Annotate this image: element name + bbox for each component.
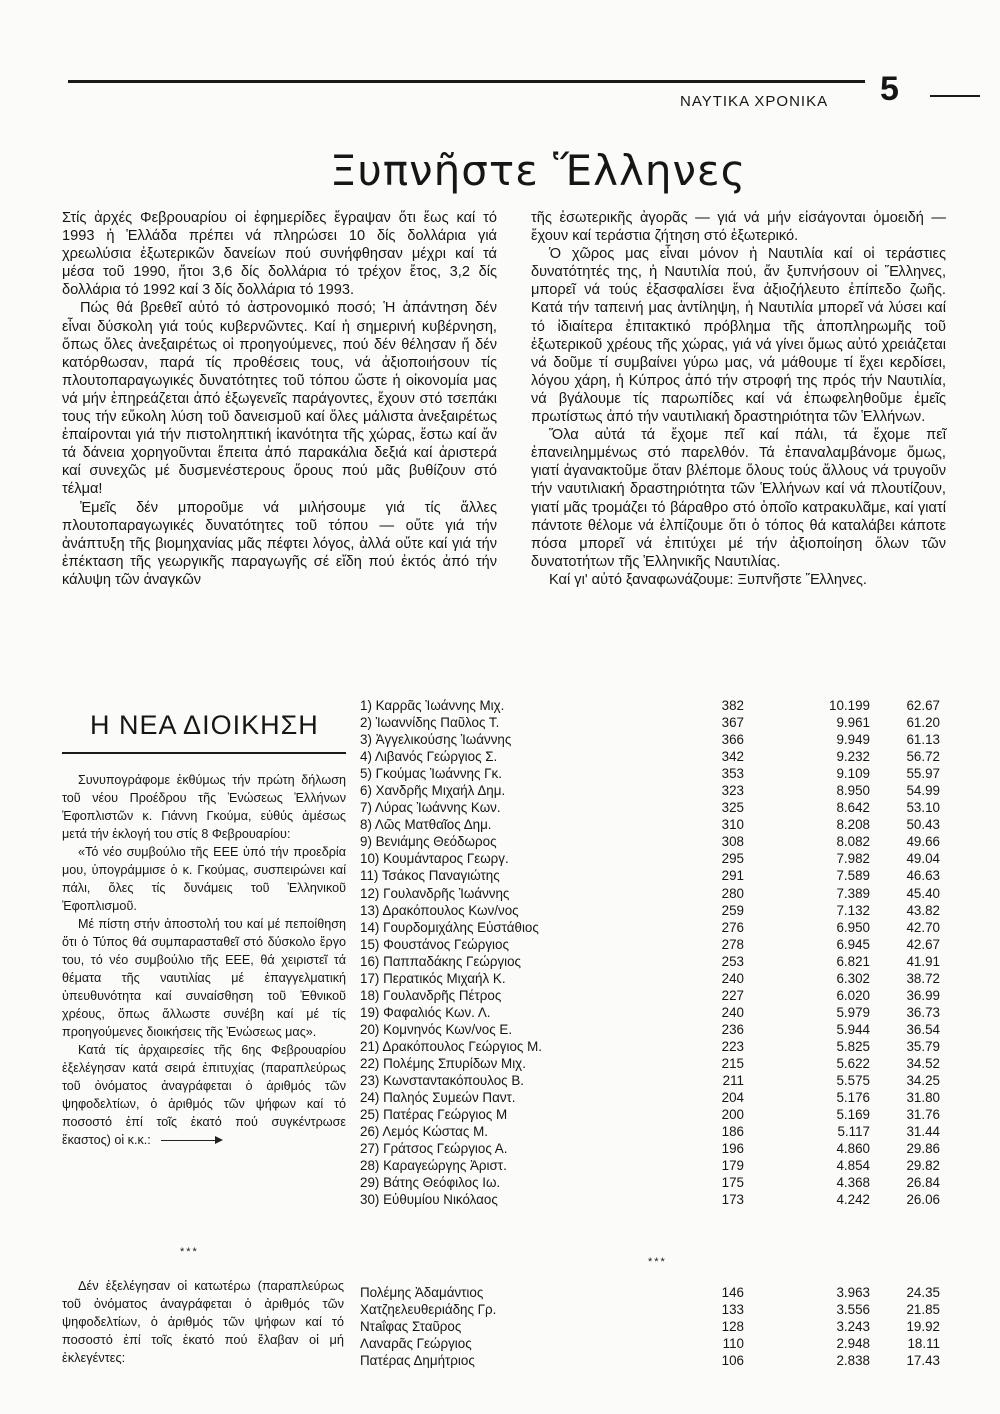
not-elected-row: [360, 1335, 950, 1352]
elected-row: [360, 970, 950, 987]
vote-count: 5.622: [836, 1055, 870, 1071]
ballot-count: 186: [721, 1124, 744, 1140]
elected-row: [360, 1123, 950, 1140]
vote-count: 5.169: [836, 1107, 870, 1123]
ballot-count: 308: [721, 834, 744, 850]
vote-percentage: 45.40: [906, 885, 940, 901]
ballot-count: 291: [721, 868, 744, 884]
ballot-count: 200: [721, 1107, 744, 1123]
ballot-count: 215: [721, 1055, 744, 1071]
vote-count: 6.945: [836, 936, 870, 952]
ballot-count: 227: [721, 987, 744, 1003]
ballot-count: 236: [721, 1021, 744, 1037]
vote-percentage: 36.54: [906, 1021, 940, 1037]
vote-percentage: 31.80: [906, 1090, 940, 1106]
elected-row: [360, 799, 950, 816]
vote-percentage: 29.86: [906, 1141, 940, 1157]
vote-count: 4.368: [836, 1175, 870, 1191]
elected-row: [360, 816, 950, 833]
vote-count: 5.825: [836, 1038, 870, 1054]
elected-row: [360, 748, 950, 765]
vote-percentage: 18.11: [907, 1336, 940, 1352]
candidate-name: 30) Εὐθυμίου Νικόλαος: [360, 1192, 498, 1208]
vote-count: 2.948: [836, 1336, 870, 1352]
ballot-count: 367: [721, 715, 744, 731]
vote-percentage: 56.72: [906, 749, 940, 765]
vote-percentage: 61.20: [906, 715, 940, 731]
vote-percentage: 31.44: [906, 1124, 940, 1140]
article-paragraph: τῆς ἐσωτερικῆς ἀγορᾶς — γιά νά μήν εἰσάγονται ὁμοειδή — ἔχουν καί τεράστια ζήτηση στό ἐξωτερικό.: [531, 210, 946, 245]
vote-count: 6.950: [836, 919, 870, 935]
vote-percentage: 26.06: [906, 1192, 940, 1208]
section-paragraph: Συνυπογράφομε ἐκθύμως τήν πρώτη δήλωση τοῦ νέου Προέδρου τῆς Ἑνώσεως Ἑλλήνων Ἐφοπλιστῶν κ. Γιάννη Γκούμα, εὐθύς ἀμέσως μετά τήν ἐκλογή του στίς 8 Φεβρουαρίου:: [62, 773, 346, 841]
separator-stars: ***: [180, 1246, 199, 1258]
ballot-count: 366: [721, 732, 744, 748]
candidate-name: 7) Λύρας Ἰωάννης Κων.: [360, 800, 501, 816]
ballot-count: 276: [721, 919, 744, 935]
ballot-count: 280: [721, 885, 744, 901]
ballot-count: 128: [721, 1319, 744, 1335]
candidate-name: 13) Δρακόπουλος Κων/νος: [360, 902, 519, 918]
vote-count: 7.132: [836, 902, 870, 918]
vote-count: 7.389: [836, 885, 870, 901]
vote-percentage: 19.92: [906, 1319, 940, 1335]
elected-row: [360, 731, 950, 748]
candidate-name: 24) Παληός Συμεών Παντ.: [360, 1090, 516, 1106]
candidate-name: 3) Ἀγγελικούσης Ἰωάννης: [360, 732, 512, 748]
vote-percentage: 61.13: [906, 732, 940, 748]
candidate-name: 16) Παππαδάκης Γεώργιος: [360, 953, 522, 969]
vote-count: 3.963: [836, 1285, 870, 1300]
elected-row: [360, 1055, 950, 1072]
candidate-name: 14) Γουρδομιχάλης Εὐστάθιος: [360, 919, 539, 935]
candidate-name: 8) Λῶς Ματθαῖος Δημ.: [360, 817, 492, 833]
elected-row: [360, 765, 950, 782]
vote-percentage: 34.25: [906, 1073, 940, 1089]
not-elected-table: [360, 1284, 950, 1369]
ballot-count: 133: [721, 1302, 744, 1318]
vote-count: 7.982: [836, 851, 870, 867]
elected-row: [360, 936, 950, 953]
vote-percentage: 46.63: [906, 868, 940, 884]
elected-row: [360, 1191, 950, 1208]
vote-percentage: 24.35: [906, 1285, 940, 1300]
vote-percentage: 34.52: [906, 1055, 940, 1071]
vote-count: 3.556: [836, 1302, 870, 1318]
section-paragraph: Μέ πίστη στήν ἀποστολή του καί μέ πεποίθηση ὅτι ὁ Τύπος θά συμπαρασταθεῖ στό δύσκολο ἔργο του, τό νέο συμβούλιο τῆς ΕΕΕ, θά χειριστεῖ τά θέματα τῆς ναυτιλίας μέ ἐπαγγελματική ὑπευθυνότητα καί συναίσθηση τοῦ Ἐθνικοῦ χρέους, ὅπως ἄλλωστε συνέβη καί μέ τίς προηγούμενες διοικήσεις τῆς Ἑνώσεως μας».: [62, 917, 346, 1039]
elected-row: [360, 885, 950, 902]
vote-count: 6.302: [836, 970, 870, 986]
elected-row: [360, 1157, 950, 1174]
vote-count: 9.232: [836, 749, 870, 765]
vote-count: 4.860: [836, 1141, 870, 1157]
vote-count: 3.243: [836, 1319, 870, 1335]
candidate-name: Πολέμης Ἀδαμάντιος: [360, 1285, 484, 1300]
candidate-name: 19) Φαφαλιός Κων. Λ.: [360, 1004, 491, 1020]
elected-row: [360, 1174, 950, 1191]
vote-count: 2.838: [836, 1353, 870, 1369]
vote-percentage: 36.73: [906, 1004, 940, 1020]
ballot-count: 240: [721, 1004, 744, 1020]
vote-count: 5.944: [836, 1021, 870, 1037]
vote-percentage: 29.82: [906, 1158, 940, 1174]
article-right-column: [531, 209, 946, 589]
ballot-count: 110: [722, 1336, 744, 1352]
ballot-count: 106: [721, 1353, 744, 1369]
ballot-count: 310: [721, 817, 744, 833]
article-paragraph: Ἐμεῖς δέν μποροῦμε νά μιλήσουμε γιά τίς ἄλλες πλουτοπαραγωγικές δυνατότητες τοῦ τόπου — οὔτε γιά τήν ἀνάπτυξη τῆς βιομηχανίας μᾶς πέφτει λόγος, ἀλλά οὔτε καί γιά τήν ἐπέκταση τῆς γεωργικῆς παραγωγῆς σέ εἴδη πού ἐκτός ἀπό τήν κάλυψη τῶν ἀναγκῶν: [62, 499, 497, 588]
vote-percentage: 21.85: [906, 1302, 940, 1318]
article-paragraph: Πώς θά βρεθεῖ αὐτό τό ἀστρονομικό ποσό; Ἡ ἀπάντηση δέν εἶναι δύσκολη γιά τούς κυβερνῶντες. Καί ἡ σημερινή κυβέρνηση, ὅπως ὅλες ἀνεξαιρέτως οἱ προηγούμενες, πού δέν θέλησαν ἤ δέν κατόρθωσαν, παρά τίς προθέσεις τους, νά ἀξιοποιήσουν τίς πλουτοπαραγωγικές δυνατότητες τοῦ τόπου ὥστε ἡ οἰκονομία μας νά μήν ἐπηρεάζεται ἀπό ἐξωγενεῖς παράγοντες, ἔχουν στό τσεπάκι τους τήν εὔκολη λύση τοῦ δανεισμοῦ καί ὅλες μάλιστα ἀνεξαιρέτως ἐπαίρονται γιά τήν πιστοληπτική ἱκανότητα τῆς χώρας, ἔστω καί ἄν τά δάνεια χορηγοῦνται ἔπειτα ἀπό παρακάλια δεξιά καί ἀριστερά καί συνεχῶς μέ δυσμενέστερους ὅρους πού μᾶς βυθίζουν στό τέλμα!: [62, 300, 497, 498]
vote-percentage: 26.84: [906, 1175, 940, 1191]
vote-percentage: 43.82: [906, 902, 940, 918]
separator-stars: ***: [648, 1256, 667, 1268]
vote-count: 9.961: [836, 715, 870, 731]
candidate-name: 27) Γράτσος Γεώργιος Α.: [360, 1141, 508, 1157]
vote-count: 10.199: [829, 698, 870, 713]
candidate-name: 2) Ἰωαννίδης Παῦλος Τ.: [360, 715, 500, 731]
ballot-count: 211: [722, 1073, 744, 1089]
ballot-count: 204: [721, 1090, 744, 1106]
ballot-count: 325: [721, 800, 744, 816]
candidate-name: Πατέρας Δημήτριος: [360, 1353, 475, 1369]
vote-percentage: 36.99: [906, 987, 940, 1003]
vote-percentage: 50.43: [906, 817, 940, 833]
vote-percentage: 31.76: [906, 1107, 940, 1123]
ballot-count: 253: [721, 953, 744, 969]
vote-count: 9.109: [836, 766, 870, 782]
section-paragraph: [62, 1041, 346, 1149]
section-paragraph: «Τό νέο συμβούλιο τῆς ΕΕΕ ὑπό τήν προεδρία μου, ὑπογράμμισε ὁ κ. Γκούμας, συσπειρώνει καί πάλι, ὅλες τίς δυνάμεις τοῦ Ἑλληνικοῦ Ἐφοπλισμοῦ.: [62, 845, 346, 913]
article-paragraph: Στίς ἀρχές Φεβρουαρίου οἱ ἐφημερίδες ἔγραψαν ὅτι ἕως καί τό 1993 ἡ Ἑλλάδα πρέπει νά πληρώσει 10 δίς δολλάρια γιά χρεωλύσια ἐξωτερικῶν δανείων πού συνήφθησαν μέχρι καί τά μέσα τοῦ 1990, ἤτοι 3,6 δίς δολλάρια τό τρέχον ἔτος, 3,2 δίς δολλάρια τό 1992 καί 3 δίς δολλάρια τό 1993.: [62, 210, 497, 299]
vote-percentage: 53.10: [906, 800, 940, 816]
elected-row: [360, 1089, 950, 1106]
candidate-name: 25) Πατέρας Γεώργιος Μ: [360, 1107, 508, 1123]
vote-count: 9.949: [836, 732, 870, 748]
vote-percentage: 54.99: [906, 783, 940, 799]
section-paragraph-text: Κατά τίς ἀρχαιρεσίες τῆς 6ης Φεβρουαρίου ἐξελέγησαν κατά σειρά ἐπιτυχίας (παραπλεύρως τοῦ ὀνόματος ἀναγράφεται ὁ ἀριθμός τῶν ψηφοδελτίων, ὁ ἀριθμός τῶν ψήφων καί τό ποσοστό ἐπί τοῖς ἑκατό πού συγκέντρωσε ἕκαστος) οἱ κ.κ.:: [62, 1043, 346, 1147]
candidate-name: 20) Κομνηνός Κων/νος Ε.: [360, 1021, 513, 1037]
elected-row: [360, 850, 950, 867]
ballot-count: 146: [721, 1285, 744, 1300]
vote-count: 8.950: [836, 783, 870, 799]
section-rule: [62, 752, 346, 754]
article-title: Ξυπνῆστε Ἕλληνες: [330, 146, 747, 195]
ballot-count: 196: [721, 1141, 744, 1157]
candidate-name: 6) Χανδρῆς Μιχαήλ Δημ.: [360, 783, 506, 799]
elected-row: [360, 1072, 950, 1089]
page-number: 5: [880, 70, 899, 108]
vote-count: 8.642: [836, 800, 870, 816]
header-rule-right: [930, 95, 980, 97]
elected-row: [360, 919, 950, 936]
vote-percentage: 38.72: [906, 970, 940, 986]
ballot-count: 278: [721, 936, 744, 952]
candidate-name: 17) Περατικός Μιχαήλ Κ.: [360, 970, 506, 986]
elected-row: [360, 697, 950, 714]
elected-row: [360, 1106, 950, 1123]
not-elected-row: [360, 1318, 950, 1335]
ballot-count: 223: [721, 1038, 744, 1054]
vote-percentage: 42.70: [906, 919, 940, 935]
ballot-count: 179: [721, 1158, 744, 1174]
elected-row: [360, 1004, 950, 1021]
candidate-name: 18) Γουλανδρῆς Πέτρος: [360, 987, 502, 1003]
candidate-name: 15) Φουστάνος Γεώργιος: [360, 936, 509, 952]
not-elected-row: [360, 1352, 950, 1369]
candidate-name: 9) Βενιάμης Θεόδωρος: [360, 834, 497, 850]
vote-percentage: 42.67: [906, 936, 940, 952]
section-body: [62, 771, 346, 1149]
vote-percentage: 41.91: [906, 953, 940, 969]
elected-row: [360, 1038, 950, 1055]
article-left-column: [62, 209, 497, 589]
vote-percentage: 49.66: [906, 834, 940, 850]
article-paragraph: Ὅλα αὐτά τά ἔχομε πεῖ καί πάλι, τά ἔχομε πεῖ ἐπανειλημμένως στό παρελθόν. Τά ἐπαναλαμβάνομε ὅμως, γιατί ἀγανακτοῦμε ὅταν βλέπομε ὅλους τούς ἄλλους νά τρυγοῦν τήν ναυτιλιακή δραστηριότητα τῶν Ἑλλήνων καί νά πλουτίζουν, γιατί μᾶς τρομάζει τό βάραθρο στό ὁποῖο κατρακυλᾶμε, καί γιατί πάντοτε θέλομε νά ἐλπίζουμε ὅτι ὁ τόπος θά καταλάβει κάποτε πόσα μπορεῖ νά ἐπιτύχει μέ τήν ἀξιοποίηση ὅλων τῶν δυνατοτήτων τῆς Ἑλληνικῆς Ναυτιλίας.: [531, 427, 946, 570]
candidate-name: 23) Κωνσταντακόπουλος Β.: [360, 1073, 525, 1089]
vote-count: 5.176: [836, 1090, 870, 1106]
elected-row: [360, 714, 950, 731]
ballot-count: 173: [721, 1192, 744, 1208]
ballot-count: 175: [721, 1175, 744, 1191]
not-elected-row: [360, 1301, 950, 1318]
candidate-name: 5) Γκούμας Ἰωάννης Γκ.: [360, 766, 502, 782]
vote-count: 5.117: [837, 1124, 870, 1140]
vote-percentage: 55.97: [906, 766, 940, 782]
publication-name: ΝΑΥΤΙΚΑ ΧΡΟΝΙΚΑ: [680, 93, 829, 110]
header-rule-left: [68, 80, 865, 83]
vote-count: 8.082: [836, 834, 870, 850]
ballot-count: 323: [721, 783, 744, 799]
article-paragraph: Καί γι' αὐτό ξαναφωνάζουμε: Ξυπνῆστε Ἕλληνες.: [549, 571, 867, 588]
candidate-name: 26) Λεμός Κώστας Μ.: [360, 1124, 488, 1140]
elected-row: [360, 833, 950, 850]
candidate-name: 10) Κουμάνταρος Γεωργ.: [360, 851, 509, 867]
elected-row: [360, 953, 950, 970]
ballot-count: 342: [721, 749, 744, 765]
candidate-name: 11) Τσάκος Παναγιώτης: [360, 868, 500, 884]
elected-row: [360, 782, 950, 799]
not-elected-row: [360, 1284, 950, 1301]
article-paragraph: Ὁ χῶρος μας εἶναι μόνον ἡ Ναυτιλία καί οἱ τεράστιες δυνατότητές της, ἡ Ναυτιλία πού, ἄν ξυπνήσουν οἱ Ἕλληνες, μπορεῖ νά τούς ἐξασφαλίσει ἕνα ἀξιοζήλευτο ἐπίπεδο ζωῆς. Κατά τήν ταπεινή μας ἀντίληψη, ἡ Ναυτιλία μπορεῖ νά λύσει καί τό ἰδιαίτερα ἐπιτακτικό πρόβλημα τῆς ἀποπληρωμῆς τοῦ ἐξωτερικοῦ χρέους τῆς χώρας, γιά νά γίνει ὅμως αὐτό χρειάζεται νά δοῦμε τί συμβαίνει γύρω μας, νά μάθουμε τί ἔχει κερδίσει, λόγου χάρη, ἡ Κύπρος ἀπό τήν στροφή της πρός τήν Ναυτιλία, νά βγάλουμε τίς παρωπίδες καί νά ἐπωφεληθοῦμε ἐμεῖς πρωτίστως ἀπό τήν ναυτιλιακή δραστηριότητα τῶν Ἑλλήνων.: [531, 246, 946, 426]
candidate-name: Χατζηελευθεριάδης Γρ.: [360, 1302, 497, 1318]
elected-table: [360, 697, 950, 1208]
vote-count: 6.821: [836, 953, 870, 969]
ballot-count: 295: [721, 851, 744, 867]
vote-percentage: 49.04: [906, 851, 940, 867]
elected-row: [360, 867, 950, 884]
candidate-name: 28) Καραγεώργης Ἀριστ.: [360, 1158, 507, 1174]
vote-percentage: 17.43: [906, 1353, 940, 1369]
vote-count: 5.575: [836, 1073, 870, 1089]
ballot-count: 382: [721, 698, 744, 713]
elected-row: [360, 987, 950, 1004]
ballot-count: 240: [721, 970, 744, 986]
section-title: Η ΝΕΑ ΔΙΟΙΚΗΣΗ: [90, 710, 319, 740]
arrow-right-icon: [161, 1140, 221, 1141]
vote-percentage: 35.79: [906, 1038, 940, 1054]
ballot-count: 353: [721, 766, 744, 782]
elected-row: [360, 1140, 950, 1157]
candidate-name: 12) Γουλανδρῆς Ἰωάννης: [360, 885, 510, 901]
vote-count: 4.854: [836, 1158, 870, 1174]
candidate-name: Ντaΐφας Σταῦρος: [360, 1319, 462, 1335]
vote-percentage: 62.67: [906, 698, 940, 713]
elected-row: [360, 902, 950, 919]
candidate-name: 4) Λιβανός Γεώργιος Σ.: [360, 749, 498, 765]
ballot-count: 259: [721, 902, 744, 918]
candidate-name: 29) Βάτης Θεόφιλος Ιω.: [360, 1175, 501, 1191]
vote-count: 8.208: [836, 817, 870, 833]
elected-row: [360, 1021, 950, 1038]
vote-count: 6.020: [836, 987, 870, 1003]
not-elected-note: Δέν ἐξελέγησαν οἱ κατωτέρω (παραπλεύρως τοῦ ὀνόματος ἀναγράφεται ὁ ἀριθμός τῶν ψηφοδελτίων, ὁ ἀριθμός τῶν ψήφων καί τό ποσοστό ἐπί τοῖς ἑκατό πού ἔλαβαν οἱ μή ἐκλεγέντες:: [62, 1278, 344, 1365]
vote-count: 4.242: [836, 1192, 870, 1208]
candidate-name: 22) Πολέμης Σπυρίδων Μιχ.: [360, 1055, 526, 1071]
vote-count: 5.979: [836, 1004, 870, 1020]
candidate-name: Λαναρᾶς Γεώργιος: [360, 1336, 472, 1352]
candidate-name: 21) Δρακόπουλος Γεώργιος Μ.: [360, 1038, 542, 1054]
vote-count: 7.589: [836, 868, 870, 884]
candidate-name: 1) Καρρᾶς Ἰωάννης Μιχ.: [360, 698, 505, 713]
